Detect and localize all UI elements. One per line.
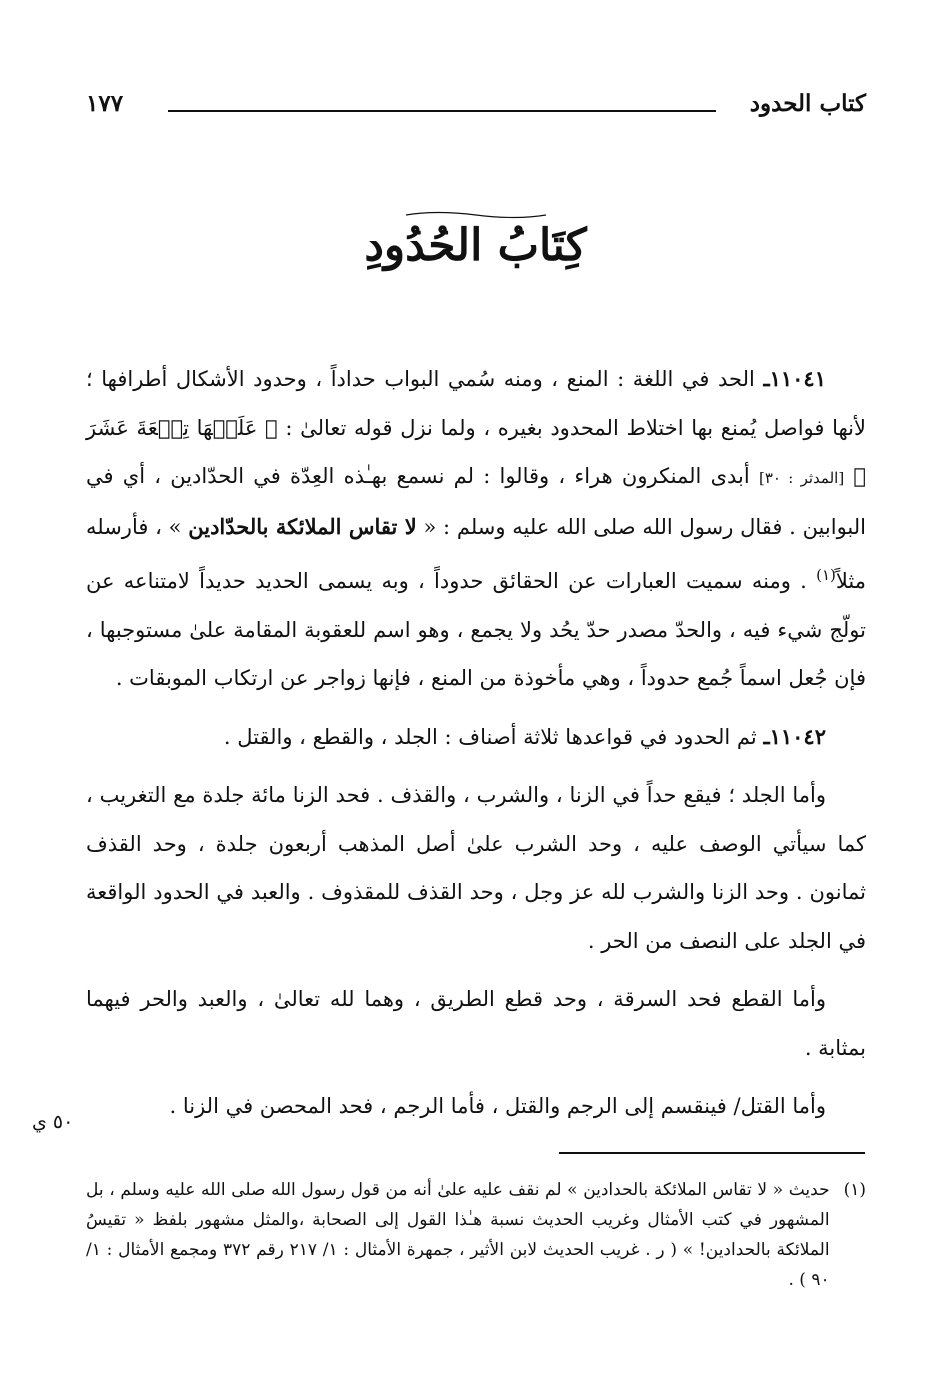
paragraph-flogging: وأما الجلد ؛ فيقع حداً في الزنا ، والشرب ، والقذف . فحد الزنا مائة جلدة مع التغريب ، كما سيأتي الوصف عليه ، وحد الشرب علىٰ أصل المذهب أربعون جلدة ، وحد القذف ثمانون . وحد الزنا والشرب لله عز وجل ، وحد القذف للمقذوف . والعبد في الحدود الواقعة في الجلد على النصف من الحر . <box>86 783 866 953</box>
footnotes <box>86 1175 866 1295</box>
footnote-text: حديث « لا تقاس الملائكة بالحدادين » لم نقف عليه علىٰ أنه من قول رسول الله صلى الله عليه وسلم ، بل المشهور في كتب الأمثال وغريب الحديث نسبة هـٰذا القول إلى الصحابة ،والمثل مشهور بلفظ « تقيسُ الملائكة بالحدادين! » ( ر . غريب الحديث لابن الأثير ، جمهرة الأمثال : ١/ ٢١٧ رقم ٣٧٢ ومجمع الأمثال : ١/ ٩٠ ) . <box>86 1180 830 1290</box>
book-title <box>0 210 951 271</box>
paragraph-killing: وأما القتل/ فينقسم إلى الرجم والقتل ، فأما الرجم ، فحد المحصن في الزنا . <box>169 1094 826 1118</box>
paragraph-number: ١١٠٤١ـ <box>763 366 826 391</box>
page-header <box>86 86 866 122</box>
paragraph-1041 <box>86 355 866 703</box>
book-title-text: كِتَابُ الحُدُودِ <box>364 220 587 271</box>
header-rule <box>168 110 716 112</box>
running-title: كتاب الحدود <box>749 90 866 117</box>
paragraph-amputation: وأما القطع فحد السرقة ، وحد قطع الطريق ، وهما لله تعالىٰ ، والعبد والحر فيهما بمثابة . <box>86 987 866 1060</box>
paragraph-number: ١١٠٤٢ـ <box>763 723 826 749</box>
page-number: ١٧٧ <box>86 90 124 117</box>
manuscript-margin-note: ٥٠ ي <box>32 1111 74 1133</box>
paragraph-text: أبدى المنكرون هراء ، وقالوا : لم نسمع بهـٰذه العِدّة في الحدّادين ، أي في البوابين . فقال رسول الله صلى الله عليه وسلم : « <box>86 464 866 539</box>
main-text <box>86 355 866 1131</box>
paragraph-text: . ومنه سميت العبارات عن الحقائق حدوداً ، وبه يسمى الحديد حديداً لامتناعه عن تولّج شيء فيه ، والحدّ مصدر حدّ يحُد ولا يجمع ، وهو اسم للعقوبة المقامة علىٰ مستوجبها ، فإن جُعل اسماً جُمع حدوداً ، وهي مأخوذة من المنع ، فإنها زواجر عن ارتكاب الموبقات . <box>86 569 866 690</box>
footnote-number: (١) <box>843 1180 866 1200</box>
paragraph-text: ثم الحدود في قواعدها ثلاثة أصناف : الجلد ، والقطع ، والقتل . <box>223 724 764 749</box>
footnote-rule <box>559 1152 865 1154</box>
title-ornament-icon <box>396 210 556 220</box>
paragraph-1042 <box>86 713 866 762</box>
paragraph-text: الحد في اللغة : المنع ، ومنه سُمي البواب حداداً ، وحدود الأشكال أطرافها ؛ لأنها فواصل يُمنع بها اختلاط المحدود بغيره ، ولما نزل قوله تعالىٰ : ﴿ عَلَيۡهَا تِسۡعَةَ عَشَرَ ﴾ <box>86 367 866 488</box>
paragraph-text: » ، فأرسله مثلاً <box>86 514 866 593</box>
quran-reference: [المدثر : ٣٠] <box>758 469 845 487</box>
footnote-marker[interactable]: (١) <box>816 566 836 584</box>
hadith-text: لا تقاس الملائكة بالحدّادين <box>188 513 417 539</box>
